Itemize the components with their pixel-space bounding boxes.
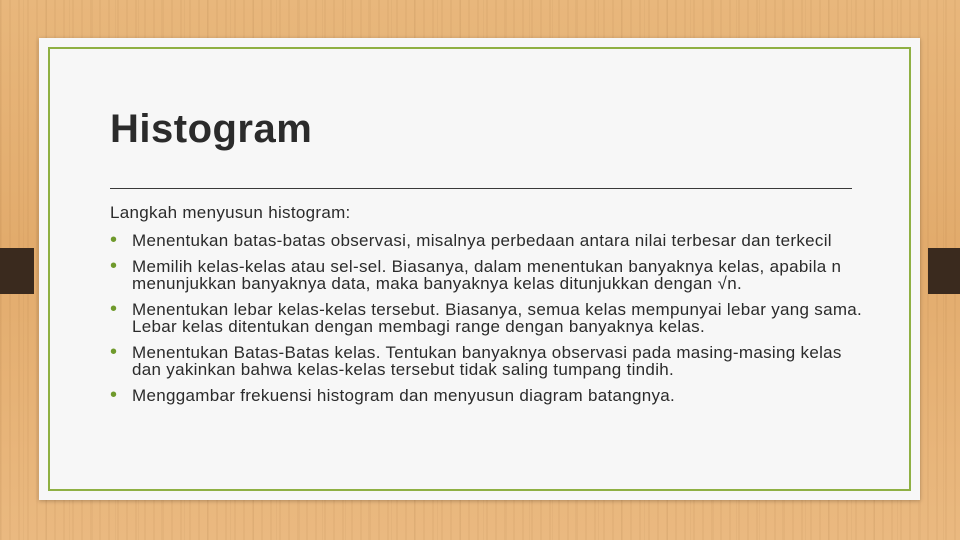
bullet-dot-icon: •	[110, 341, 118, 363]
bullet-list	[110, 229, 870, 406]
bullet-text: Menentukan lebar kelas-kelas tersebut. Biasanya, semua kelas mempunyai lebar yang sama. Lebar kelas ditentukan dengan membagi range dengan banyaknya kelas.	[132, 300, 863, 336]
bullet-item	[110, 341, 870, 379]
bullet-text: Memilih kelas-kelas atau sel-sel. Biasanya, dalam menentukan banyaknya kelas, apabila n menunjukkan banyaknya data, maka banyaknya kelas ditunjukkan dengan √n.	[132, 257, 842, 293]
bullet-item	[110, 229, 870, 251]
bullet-text: Menggambar frekuensi histogram dan menyusun diagram batangnya.	[132, 386, 676, 405]
title-divider	[110, 188, 852, 189]
right-decor-block	[928, 248, 960, 294]
bullet-item	[110, 298, 870, 336]
bullet-item	[110, 384, 870, 406]
bullet-text: Menentukan batas-batas observasi, misalnya perbedaan antara nilai terbesar dan terkecil	[132, 231, 832, 250]
slide-content	[110, 203, 870, 413]
left-decor-block	[0, 248, 34, 294]
bullet-dot-icon: •	[110, 298, 118, 320]
bullet-text: Menentukan Batas-Batas kelas. Tentukan banyaknya observasi pada masing-masing kelas dan yakinkan bahwa kelas-kelas tersebut tidak saling tumpang tindih.	[132, 343, 842, 379]
slide-title: Histogram	[110, 107, 313, 151]
intro-text: Langkah menyusun histogram:	[110, 203, 351, 222]
bullet-dot-icon: •	[110, 255, 118, 277]
bullet-dot-icon: •	[110, 384, 118, 406]
slide-card	[39, 38, 920, 500]
bullet-dot-icon: •	[110, 229, 118, 251]
bullet-item	[110, 255, 870, 293]
